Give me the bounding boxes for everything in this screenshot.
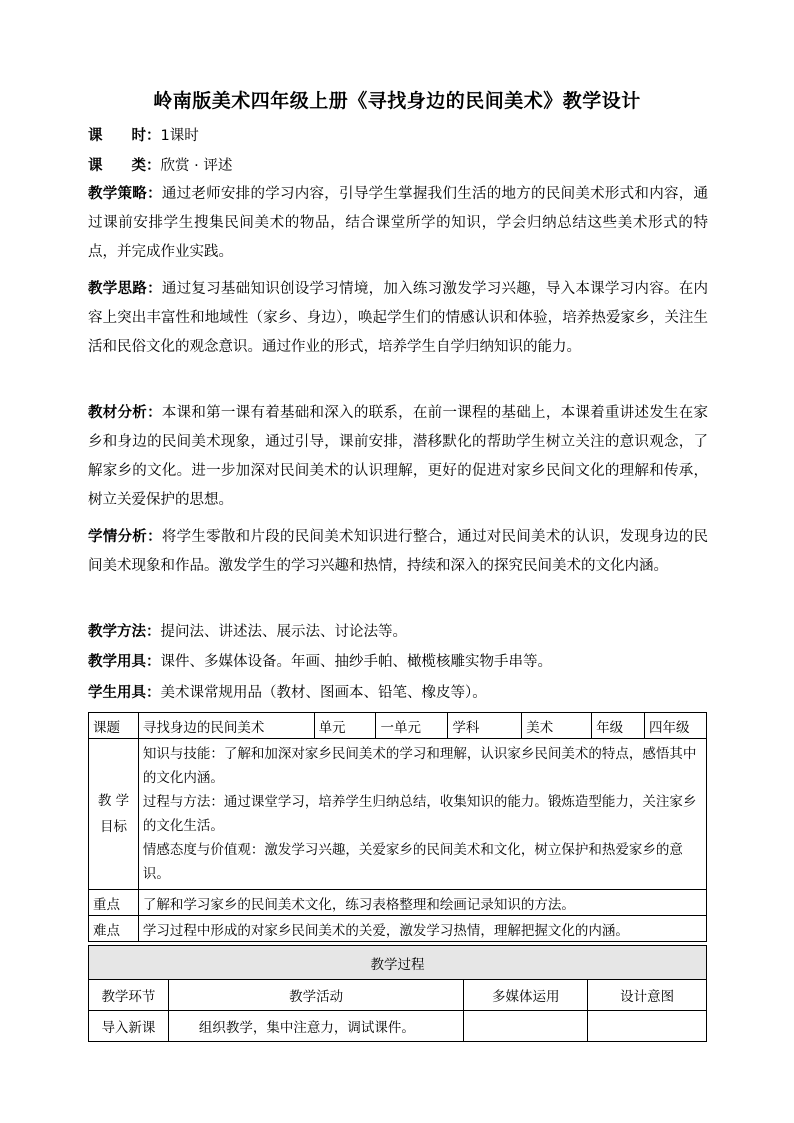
section-text: 课件、多媒体设备。年画、抽纱手帕、橄榄核雕实物手串等。 <box>160 654 552 670</box>
section-text: 美术课常规用品（教材、图画本、铅笔、橡皮等）。 <box>160 685 487 701</box>
section-text: 通过老师安排的学习内容，引导学生掌握我们生活的地方的民间美术形式和内容，通过课前安排学生搜集民间美术的物品，结合课堂所学的知识，学会归纳总结这些美术形式的特点，并完成作业实践。 <box>88 186 708 260</box>
meta-type-key: 课 类： <box>88 158 161 174</box>
table-row <box>89 739 707 890</box>
column-header-media: 多媒体运用 <box>464 980 588 1011</box>
key-point-value: 了解和学习家乡的民间美术文化，练习表格整理和绘画记录知识的方法。 <box>138 890 706 916</box>
section-approach <box>88 275 708 362</box>
meta-period-value: 1课时 <box>160 128 199 144</box>
meta-type-value: 欣赏 · 评述 <box>160 158 233 174</box>
table-row <box>89 890 707 916</box>
section-student-tools <box>88 679 708 708</box>
section-text: 本课和第一课有着基础和深入的联系，在前一课程的基础上，本课着重讲述发生在家乡和身边的民间美术现象，通过引导，课前安排，潜移默化的帮助学生树立关注的意识观念，了解家乡的文化。进一步加深对民间美术的认识理解，更好的促进对家乡民间文化的理解和传承，树立关爱保护的思想。 <box>88 405 708 508</box>
section-strategy <box>88 180 708 267</box>
goal-knowledge: 知识与技能：了解和加深对家乡民间美术的学习和理解，认识家乡民间美术的特点，感悟其中的文化内涵。 <box>142 746 697 786</box>
intent-cell <box>588 1011 707 1042</box>
table-row <box>89 713 707 739</box>
table-row <box>89 980 707 1011</box>
goal-attitude: 情感态度与价值观：激发学习兴趣，关爱家乡的民间美术和文化，树立保护和热爱家乡的意识。 <box>142 842 683 882</box>
stage-cell: 导入新课 <box>89 1011 169 1042</box>
section-textbook-analysis <box>88 399 708 515</box>
section-key: 教材分析： <box>88 405 162 421</box>
grade-label: 年级 <box>592 713 645 739</box>
section-key: 学情分析： <box>88 529 162 545</box>
section-text: 提问法、讲述法、展示法、讨论法等。 <box>160 624 407 640</box>
section-text: 通过复习基础知识创设学习情境，加入练习激发学习兴趣，导入本课学习内容。在内容上突出丰富性和地域性（家乡、身边），唤起学生们的情感认识和体验，培养热爱家乡，关注生活和民俗文化的观念意识。通过作业的形式，培养学生自学归纳知识的能力。 <box>88 281 708 355</box>
process-header: 教学过程 <box>89 946 707 980</box>
meta-type <box>88 154 708 175</box>
goals-content <box>138 739 706 890</box>
difficulty-label: 难点 <box>89 916 139 942</box>
section-key: 教学用具： <box>88 654 161 670</box>
section-teaching-tools <box>88 648 708 677</box>
goals-label-line2: 目标 <box>99 819 127 835</box>
section-methods <box>88 618 708 647</box>
meta-period <box>88 124 708 145</box>
grade-value: 四年级 <box>645 713 707 739</box>
topic-value: 寻找身边的民间美术 <box>138 713 314 739</box>
goals-label <box>89 739 139 890</box>
topic-label: 课题 <box>89 713 139 739</box>
subject-value: 美术 <box>522 713 592 739</box>
unit-label: 单元 <box>314 713 376 739</box>
section-key: 教学策略： <box>88 186 162 202</box>
goal-process: 过程与方法：通过课堂学习，培养学生归纳总结，收集知识的能力。锻炼造型能力，关注家乡的文化生活。 <box>142 794 697 834</box>
column-header-stage: 教学环节 <box>89 980 169 1011</box>
table-row <box>89 916 707 942</box>
column-header-intent: 设计意图 <box>588 980 707 1011</box>
document-title: 岭南版美术四年级上册《寻找身边的民间美术》教学设计 <box>153 90 641 112</box>
unit-value: 一单元 <box>376 713 448 739</box>
teaching-process-table <box>88 945 707 1042</box>
subject-label: 学科 <box>448 713 522 739</box>
section-key: 教学思路： <box>88 281 162 297</box>
column-header-activity: 教学活动 <box>168 980 464 1011</box>
section-key: 学生用具： <box>88 685 161 701</box>
table-row <box>89 1011 707 1042</box>
section-text: 将学生零散和片段的民间美术知识进行整合，通过对民间美术的认识，发现身边的民间美术现象和作品。激发学生的学习兴趣和热情，持续和深入的探究民间美术的文化内涵。 <box>88 529 708 574</box>
table-row <box>89 946 707 980</box>
lesson-info-table <box>88 712 707 942</box>
section-key: 教学方法： <box>88 624 161 640</box>
activity-cell: 组织教学，集中注意力，调试课件。 <box>168 1011 464 1042</box>
difficulty-value: 学习过程中形成的对家乡民间美术的关爱，激发学习热情，理解把握文化的内涵。 <box>138 916 706 942</box>
section-student-analysis <box>88 523 708 581</box>
media-cell <box>464 1011 588 1042</box>
key-point-label: 重点 <box>89 890 139 916</box>
goals-label-line1: 教 学 <box>97 793 130 809</box>
meta-period-key: 课 时： <box>88 128 161 144</box>
